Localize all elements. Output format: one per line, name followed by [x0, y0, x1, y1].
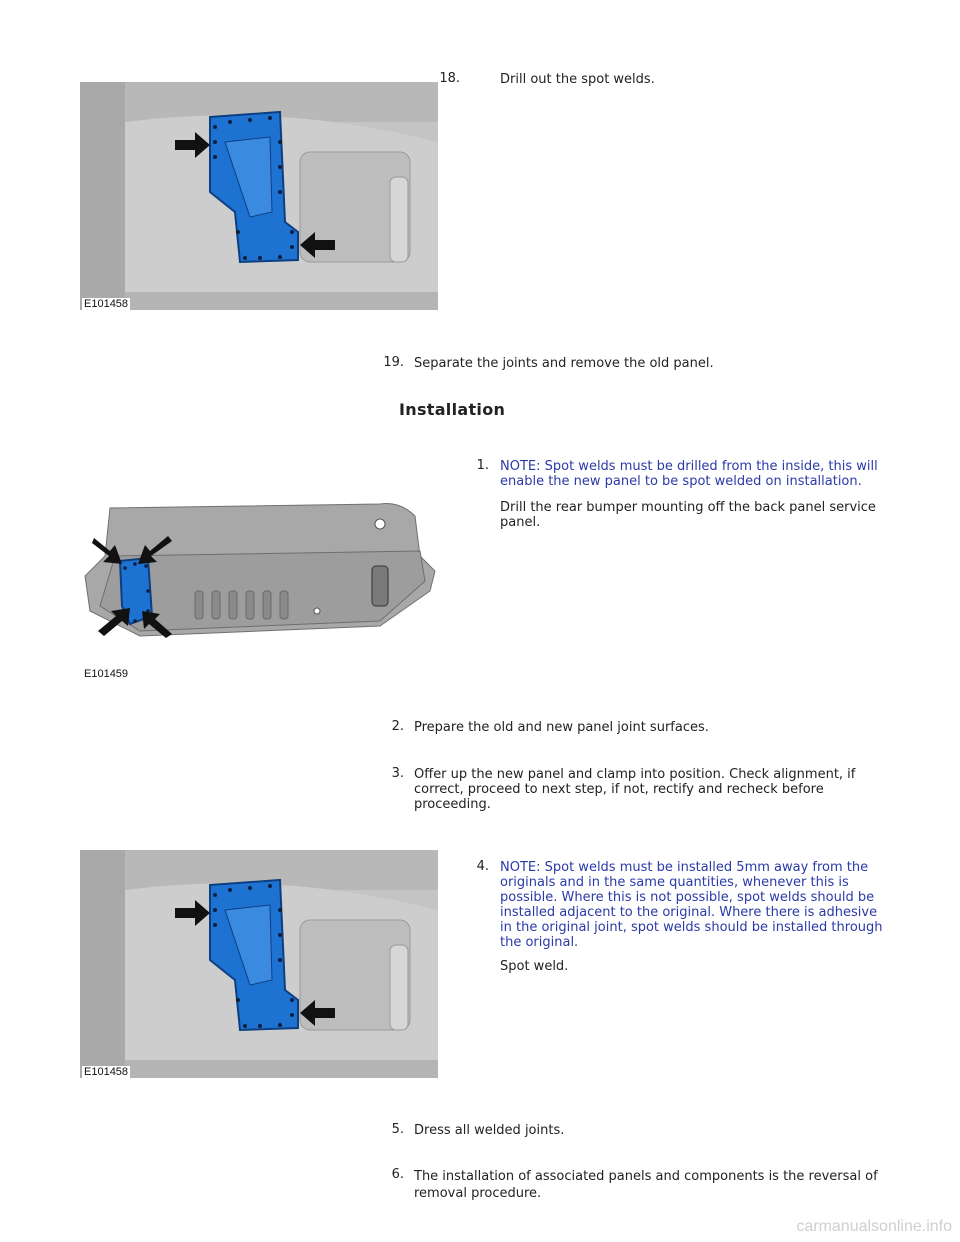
figure-label: E101459: [84, 668, 129, 680]
step-i5-text: Dress all welded joints.: [414, 1123, 565, 1138]
step-19-number: 19.: [383, 355, 404, 370]
step-i4-note: NOTE: Spot welds must be installed 5mm away from the originals and in the same quantities, whenever this is possible. Where this is not possible, spot welds should be installed adjacent to the original. Where there is adhesive in the original joint, spot welds should be installed through the original.: [500, 860, 883, 950]
step-19-text: Separate the joints and remove the old panel.: [414, 356, 714, 371]
step-i1-text: Drill the rear bumper mounting off the back panel service panel.: [500, 500, 876, 530]
figure-label: E101458: [84, 298, 129, 310]
step-i3-number: 3.: [391, 766, 404, 781]
section-heading-installation: Installation: [399, 400, 506, 419]
step-i2-text: Prepare the old and new panel joint surfaces.: [414, 720, 709, 735]
watermark: carmanualsonline.info: [796, 1218, 952, 1235]
step-18-number: 18.: [439, 71, 460, 86]
step-i1-number: 1.: [476, 458, 489, 473]
step-i2-number: 2.: [391, 719, 404, 734]
step-18-text: Drill out the spot welds.: [500, 72, 655, 87]
step-i6-number: 6.: [391, 1167, 404, 1182]
step-i1-note: NOTE: Spot welds must be drilled from the inside, this will enable the new panel to be spot welded on installation.: [500, 459, 878, 489]
figure-label: E101458: [84, 1066, 129, 1078]
step-i6-text: The installation of associated panels and components is the reversal of removal procedure.: [414, 1169, 878, 1201]
figure-rear-panel-spot-welds: [80, 82, 438, 310]
figure-back-panel-service: [80, 496, 438, 680]
step-i5-number: 5.: [391, 1122, 404, 1137]
step-i4-text: Spot weld.: [500, 959, 569, 974]
step-i4-number: 4.: [476, 859, 489, 874]
step-i3-text: Offer up the new panel and clamp into position. Check alignment, if correct, proceed to next step, if not, rectify and recheck before proceeding.: [414, 767, 856, 812]
figure-rear-panel-spot-weld-install: [80, 850, 438, 1078]
